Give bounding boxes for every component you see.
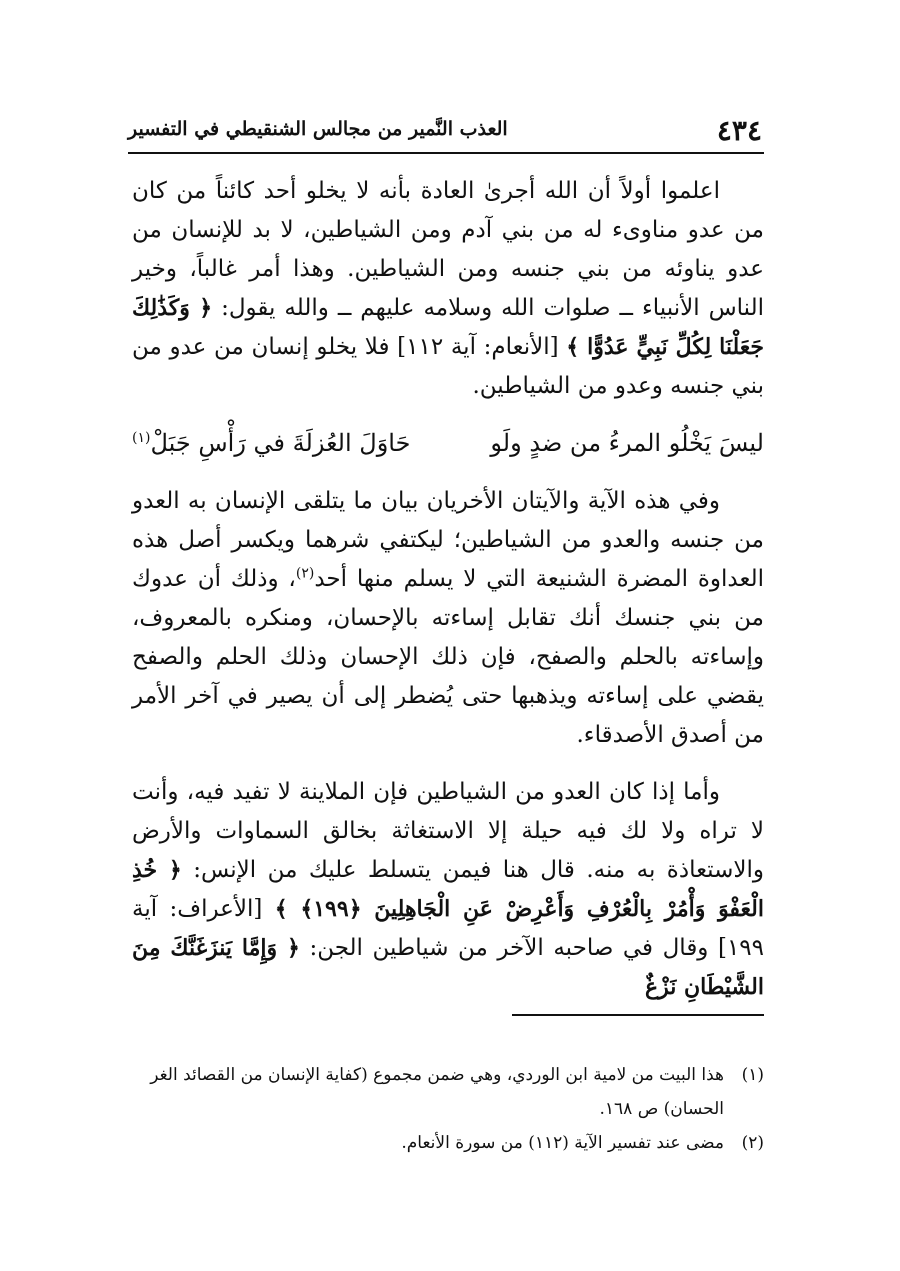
poem-first-hemistich: ليسَ يَخْلُو المرءُ من ضدٍ ولَو bbox=[490, 429, 764, 457]
running-title: العذب النَّمير من مجالس الشنقيطي في التفسير bbox=[128, 118, 508, 140]
footnote-1-text: هذا البيت من لامية ابن الوردي، وهي ضمن مجموع (كفاية الإنسان من القصائد الغر الحسان) ص ١٦٨. bbox=[150, 1065, 724, 1119]
paragraph-3-text-b: [الأعراف: آية ١٩٩] وقال في صاحبه الآخر من شياطين الجن: bbox=[132, 896, 764, 961]
footnote-2-number: (٢) bbox=[741, 1133, 764, 1153]
footnote-2-text: مضى عند تفسير الآية (١١٢) من سورة الأنعام. bbox=[401, 1133, 724, 1153]
poem-verse bbox=[132, 420, 764, 464]
paragraph-3 bbox=[132, 773, 764, 1007]
poem-second-hemistich-text: حَاوَلَ العُزلَةَ في رَأْسِ جَبَلْ bbox=[150, 429, 411, 457]
quran-verse-anam: ﴿ وَكَذَٰلِكَ جَعَلْنَا لِكُلِّ نَبِيٍّ عَدُوًّا ﴾ bbox=[132, 295, 765, 360]
quran-verse-araf: ﴿ خُذِ الْعَفْوَ وَأْمُرْ بِالْعُرْفِ وَأَعْرِضْ عَنِ الْجَاهِلِينَ ﴿١٩٩﴾ ﴾ bbox=[132, 857, 764, 922]
paragraph-1-text-b: [الأنعام: آية ١١٢] فلا يخلو إنسان من عدو من بني جنسه وعدو من الشياطين. bbox=[132, 334, 764, 399]
poem-second-hemistich bbox=[132, 424, 410, 463]
page-header bbox=[128, 112, 764, 154]
footnote-ref-1[interactable]: (١) bbox=[132, 430, 151, 446]
page-number: ٤٣٤ bbox=[716, 114, 762, 147]
footnote-ref-2[interactable]: (٢) bbox=[295, 565, 315, 582]
footnote-1-number: (١) bbox=[741, 1065, 764, 1085]
paragraph-2-text-a: وفي هذه الآية والآيتان الأخريان بيان ما يتلقى الإنسان به العدو من جنسه والعدو من الشياطين؛ ليكتفي شرهما ويكسر أصل هذه العداوة المضرة الشنيعة التي لا يسلم منها أحد bbox=[132, 488, 764, 592]
paragraph-2 bbox=[132, 482, 764, 755]
footnote-2 bbox=[132, 1126, 764, 1160]
quran-verse-continuation: ﴿ وَإِمَّا يَنزَغَنَّكَ مِنَ الشَّيْطَانِ نَزْغٌ bbox=[132, 935, 764, 1000]
paragraph-1 bbox=[132, 172, 764, 406]
paragraph-3-text-a: وأما إذا كان العدو من الشياطين فإن الملاينة لا تفيد فيه، وأنت لا تراه ولا لك فيه حيلة إلا الاستغاثة بخالق السماوات والأرض والاستعاذة به منه. قال هنا فيمن يتسلط عليك من الإنس: bbox=[132, 779, 764, 883]
paragraph-2-text-b: ، وذلك أن عدوك من بني جنسك أنك تقابل إساءته بالإحسان، ومنكره بالمعروف، وإساءته بالحلم والصفح، فإن ذلك الإحسان وذلك الحلم والصفح يقضي على إساءته ويذهبها حتى يُضطر إلى أن يصير في آخر الأمر من أصدق الأصدقاء. bbox=[132, 566, 764, 748]
footnote-1 bbox=[132, 1058, 764, 1126]
footnotes bbox=[132, 1058, 764, 1160]
main-text bbox=[132, 172, 764, 1007]
paragraph-1-text-a: اعلموا أولاً أن الله أجرىٰ العادة بأنه لا يخلو أحد كائناً من كان من عدو مناوىء له من بني آدم ومن الشياطين، لا بد للإنسان من عدو يناوئه من بني جنسه ومن الشياطين. وهذا أمر غالباً، وخير الناس الأنبياء ــ صلوات الله وسلامه عليهم ــ والله يقول: bbox=[132, 178, 764, 321]
footnote-divider bbox=[512, 1014, 764, 1016]
